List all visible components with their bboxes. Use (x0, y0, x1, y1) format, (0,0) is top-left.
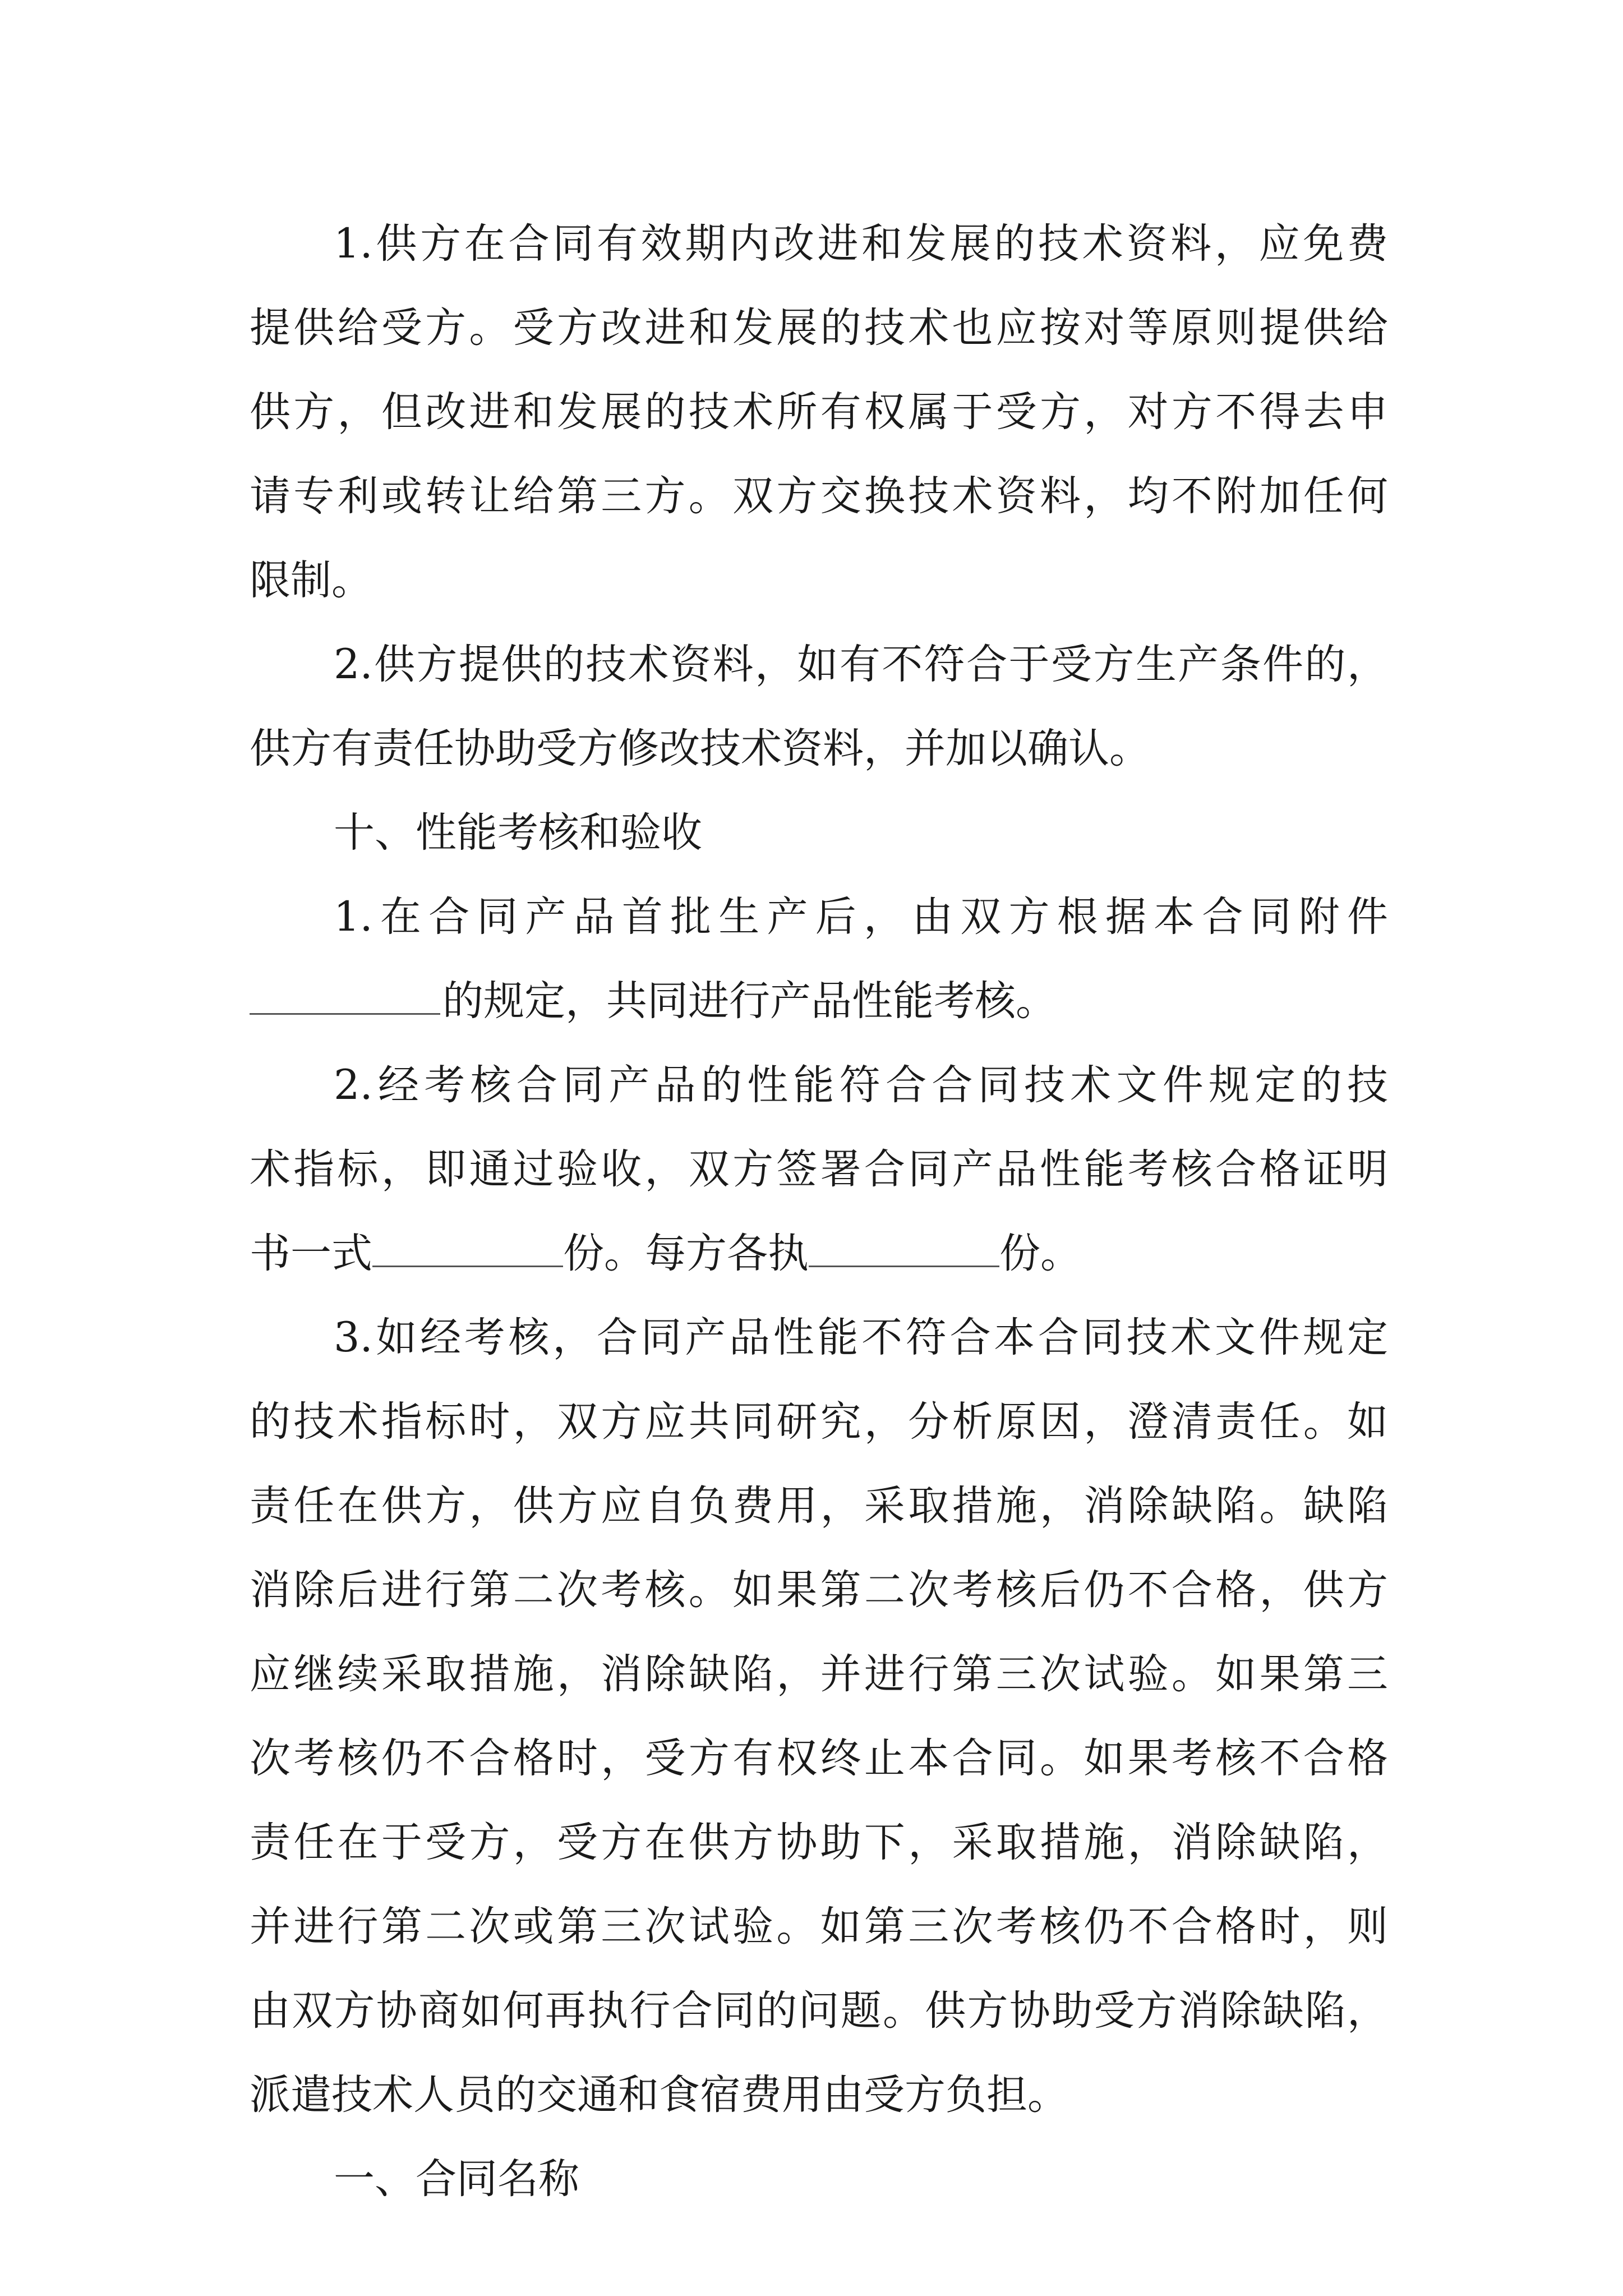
paragraph-5-line-4: 消除后进行第二次考核。如果第二次考核后仍不合格，供方 (250, 1566, 1388, 1614)
paragraph-2-line-1: 2.供方提供的技术资料，如有不符合于受方生产条件的， (334, 641, 1388, 688)
paragraph-3-line-2-text: 的规定，共同进行产品性能考核。 (442, 977, 1057, 1025)
paragraph-1-line-3: 供方，但改进和发展的技术所有权属于受方，对方不得去申 (250, 388, 1388, 436)
paragraph-3-line-1: 1.在合同产品首批生产后，由双方根据本合同附件 (334, 893, 1388, 941)
paragraph-5-line-8: 并进行第二次或第三次试验。如第三次考核仍不合格时，则 (250, 1903, 1388, 1950)
paragraph-5-line-3: 责任在供方，供方应自负费用，采取措施，消除缺陷。缺陷 (250, 1482, 1388, 1530)
copies-total-blank (372, 1233, 563, 1267)
copies-suffix: 份。 (999, 1230, 1081, 1277)
paragraph-5-line-10: 派遣技术人员的交通和食宿费用由受方负担。 (250, 2071, 1068, 2119)
paragraph-5-line-5: 应继续采取措施，消除缺陷，并进行第三次试验。如果第三 (250, 1650, 1388, 1698)
paragraph-4-line-2: 术指标，即通过验收，双方签署合同产品性能考核合格证明 (250, 1145, 1388, 1193)
paragraph-5-line-2: 的技术指标时，双方应共同研究，分析原因，澄清责任。如 (250, 1398, 1388, 1446)
paragraph-5-line-7: 责任在于受方，受方在供方协助下，采取措施，消除缺陷， (250, 1819, 1388, 1866)
paragraph-1-line-2: 提供给受方。受方改进和发展的技术也应按对等原则提供给 (250, 304, 1388, 352)
copies-label: 书一式 (250, 1230, 372, 1277)
paragraph-2-line-2: 供方有责任协助受方修改技术资料，并加以确认。 (250, 725, 1150, 772)
paragraph-4-line-1: 2.经考核合同产品的性能符合合同技术文件规定的技 (334, 1061, 1388, 1109)
paragraph-1-line-5: 限制。 (250, 556, 372, 604)
paragraph-3-line-2 (250, 959, 1388, 1043)
paragraph-5-line-9: 由双方协商如何再执行合同的问题。供方协助受方消除缺陷， (250, 1987, 1388, 2035)
paragraph-5-line-6: 次考核仍不合格时，受方有权终止本合同。如果考核不合格 (250, 1734, 1388, 1782)
annex-blank (250, 981, 440, 1015)
section-heading-1: 一、合同名称 (334, 2155, 579, 2203)
paragraph-1-line-1: 1.供方在合同有效期内改进和发展的技术资料，应免费 (334, 220, 1388, 268)
paragraph-1-line-4: 请专利或转让给第三方。双方交换技术资料，均不附加任何 (250, 472, 1388, 520)
copies-each-blank (809, 1233, 999, 1267)
section-heading-10: 十、性能考核和验收 (334, 809, 702, 857)
copies-each-label: 份。每方各执 (563, 1230, 809, 1277)
paragraph-4-line-3 (250, 1212, 1388, 1296)
paragraph-5-line-1: 3.如经考核，合同产品性能不符合本合同技术文件规定 (334, 1314, 1388, 1361)
